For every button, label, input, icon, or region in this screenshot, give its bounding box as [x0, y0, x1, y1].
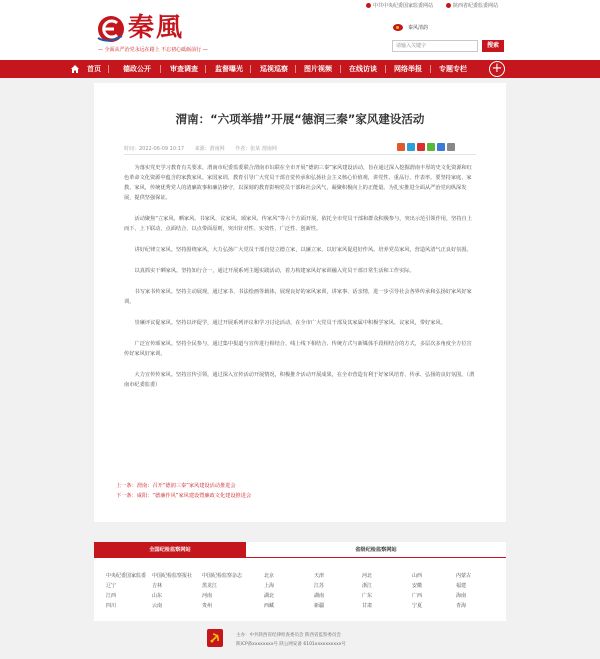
links-tabs — [94, 542, 506, 558]
article-paragraph: 广泛宣传颂家风。坚持全民参与，通过集中报道与宣传进行相结合、线上线下相结合、传统方式与新媒体手段相结合的方式，多层次多角度全方位宣传好家风好家训。 — [124, 341, 472, 357]
search-button[interactable]: 搜索 — [482, 40, 504, 52]
article-title: 渭南：“六项举措”开展“德润三秦”家风建设活动 — [175, 112, 425, 126]
link-item[interactable]: 内蒙古 — [456, 573, 472, 579]
friend-links — [94, 542, 506, 621]
nav-divider — [430, 65, 431, 73]
link-item[interactable]: 河南 — [202, 593, 213, 599]
article-meta — [124, 145, 286, 152]
link-item[interactable]: 辽宁 — [106, 583, 117, 589]
article-paragraph: 崇廉评议促家风。坚持以评促学，通过开展系列评议和学习讨论活动，在全市广大党员干部及其家属中积极学家风、议家风，带好家风。 — [134, 320, 446, 326]
nav-item-investigation[interactable]: 审查调查 — [170, 65, 198, 73]
nav-item-home[interactable]: 首页 — [87, 65, 101, 73]
top-link-ccdi[interactable] — [366, 2, 433, 9]
link-item[interactable]: 广东 — [362, 593, 373, 599]
nav-item-topics[interactable]: 专题专栏 — [439, 65, 467, 73]
article-author: 作者：张某 渭南网 — [235, 146, 277, 152]
divider — [124, 154, 476, 155]
link-item[interactable]: 湖南 — [314, 593, 325, 599]
nav-divider — [205, 65, 206, 73]
share-qzone-icon[interactable] — [397, 143, 405, 151]
tab-provincial[interactable]: 省级纪检监察网站 — [246, 542, 506, 558]
more-menu-button[interactable]: + — [489, 61, 505, 77]
link-item[interactable]: 中央纪委国家监委 — [106, 573, 147, 579]
link-item[interactable]: 四川 — [106, 603, 117, 609]
nav-item-report[interactable]: 网络举报 — [394, 65, 422, 73]
share-tencent-icon[interactable] — [407, 143, 415, 151]
home-icon[interactable] — [70, 64, 80, 74]
link-item[interactable]: 山西 — [412, 573, 423, 579]
link-item[interactable]: 安徽 — [412, 583, 423, 589]
link-item[interactable]: 宁夏 — [412, 603, 423, 609]
prev-article-link[interactable]: 上一条：渭南：召开“德润三秦”家风建设活动推进会 — [116, 483, 236, 489]
link-item[interactable]: 天津 — [314, 573, 325, 579]
weibo-label: 秦风清韵 — [408, 24, 429, 31]
article-paragraph: 活动聚焦“立家风、晒家风、书家风、议家风、颂家风、传家风”等六个方面开展，依托全市党员干部和群众积极参与，突出示范引领作用，坚持自上而下、上下联动，点面结合、以点带面原则，突出针对性、实效性、广泛性、创新性。 — [124, 216, 472, 232]
link-item[interactable]: 海南 — [456, 593, 467, 599]
top-link-province[interactable] — [446, 2, 498, 9]
top-link-label: 中共中央纪委国家监委网站 — [373, 3, 434, 9]
nav-divider — [250, 65, 251, 73]
nav-divider — [340, 65, 341, 73]
top-link-label: 陕西省纪委监委网站 — [453, 3, 499, 9]
link-item[interactable]: 云南 — [152, 603, 163, 609]
share-more-icon[interactable] — [447, 143, 455, 151]
party-emblem-icon — [446, 3, 451, 8]
share-weibo-icon[interactable] — [417, 143, 425, 151]
footer-sponsor: 主办：中共陕西省纪律检查委员会 陕西省监察委员会 — [236, 633, 341, 638]
link-item[interactable]: 中国纪检监察报社 — [152, 573, 193, 579]
site-header — [0, 0, 600, 60]
nav-item-disclosure[interactable]: 德政公开 — [123, 65, 151, 73]
nav-divider — [108, 65, 109, 73]
article-paragraph: 以真抓实干晒家风。坚持知行合一，通过开展系列主题实践活动，着力构建家风好家训融入党员干部日常生活和工作实际。 — [134, 268, 415, 274]
link-item[interactable]: 江苏 — [314, 583, 325, 589]
article-panel — [94, 83, 506, 522]
party-emblem-icon — [206, 628, 224, 648]
link-item[interactable]: 甘肃 — [362, 603, 373, 609]
link-item[interactable]: 江西 — [106, 593, 117, 599]
link-item[interactable]: 山东 — [152, 593, 163, 599]
article-paragraph: 为落实党史学习教育有关要求，渭南市纪委监委联合渭南市妇联在全市开展“德润三秦”家风建设活动，旨在通过深入挖掘渭南丰厚的史文化资源和红色革命文化资源中蕴含的家教家风、家国家训，教育引导广大党员干部自觉传承和弘扬社会主义核心价值观，讲党性、重品行、作表率。要坚持家庭、家教、家风，传统优秀党人的清廉故事和廉洁操守，以深刻的教育影响党员干部和社会风气，凝聚积极向上的正能量。为扎实推进全面从严治党向纵深发展，提供坚强保证。 — [124, 165, 472, 201]
link-item[interactable]: 福建 — [456, 583, 467, 589]
link-item[interactable]: 黑龙江 — [202, 583, 218, 589]
main-nav — [0, 60, 600, 78]
link-item[interactable]: 青海 — [456, 603, 467, 609]
share-wechat-icon[interactable] — [427, 143, 435, 151]
nav-item-media[interactable]: 图片视频 — [304, 65, 332, 73]
article-paragraph: 书写家书传家风。坚持主动展现，通过家书、书法绘画等载体，展现良好的家风家训，讲家事、话亲情，进一步引导社会各界传承和弘扬好家风好家训。 — [124, 289, 472, 305]
party-emblem-icon — [366, 3, 371, 8]
link-item[interactable]: 吉林 — [152, 583, 163, 589]
logo-emblem-icon — [96, 14, 126, 44]
tab-national[interactable]: 全国纪检监察网站 — [94, 542, 246, 558]
nav-item-exposure[interactable]: 监督曝光 — [215, 65, 243, 73]
logo-slogan: — 全面从严治党永远在路上 不忘初心砥砺前行 — — [98, 47, 208, 53]
article-paragraph: 讲好纪律立家风。坚持围绕家风，大力弘扬广大党员干部自觉立德立家，以廉立家，以好家风促进好作风。培养党员家风，营造风清气正良好氛围。 — [134, 247, 472, 253]
share-renren-icon[interactable] — [437, 143, 445, 151]
share-bar — [397, 143, 457, 151]
nav-divider — [385, 65, 386, 73]
article-body — [124, 163, 476, 401]
nav-divider — [160, 65, 161, 73]
nav-item-inspection[interactable]: 巡视巡察 — [260, 65, 288, 73]
link-item[interactable]: 新疆 — [314, 603, 325, 609]
article-date: 时间：2022-06-09 10:17 — [124, 146, 185, 152]
article-paragraph: 大力宣传传家风。坚持宣传引领，通过深入宣传活动开展情况，积极推介活动开展成果，在全市营造有利于好家风培育、传承、弘扬的良好氛围。（渭南市纪委监委） — [124, 372, 475, 388]
link-item[interactable]: 上海 — [264, 583, 275, 589]
search-input[interactable]: 请输入关键字 — [392, 40, 478, 52]
link-item[interactable]: 广西 — [412, 593, 423, 599]
link-item[interactable]: 中国纪检监察杂志 — [202, 573, 243, 579]
footer-icp: 陕ICP备xxxxxxxx号 陕公网安备 6101xxxxxxxxxx号 — [236, 642, 346, 647]
nav-item-interview[interactable]: 在线访谈 — [349, 65, 377, 73]
link-item[interactable]: 西藏 — [264, 603, 275, 609]
article-pager — [116, 481, 251, 501]
site-logo[interactable] — [96, 10, 208, 56]
nav-divider — [295, 65, 296, 73]
link-item[interactable]: 北京 — [264, 573, 275, 579]
link-item[interactable]: 湖北 — [264, 593, 275, 599]
article-source: 来源：渭南网 — [194, 146, 225, 152]
next-article-link[interactable]: 下一条：咸阳：“德廉作风”家风建设暨廉政文化建设推进会 — [116, 493, 252, 499]
link-item[interactable]: 河北 — [362, 573, 373, 579]
logo-text: 秦風 — [128, 13, 185, 43]
link-item[interactable]: 浙江 — [362, 583, 373, 589]
weibo-link[interactable] — [392, 22, 428, 32]
link-item[interactable]: 贵州 — [202, 603, 213, 609]
weibo-icon — [392, 22, 404, 32]
